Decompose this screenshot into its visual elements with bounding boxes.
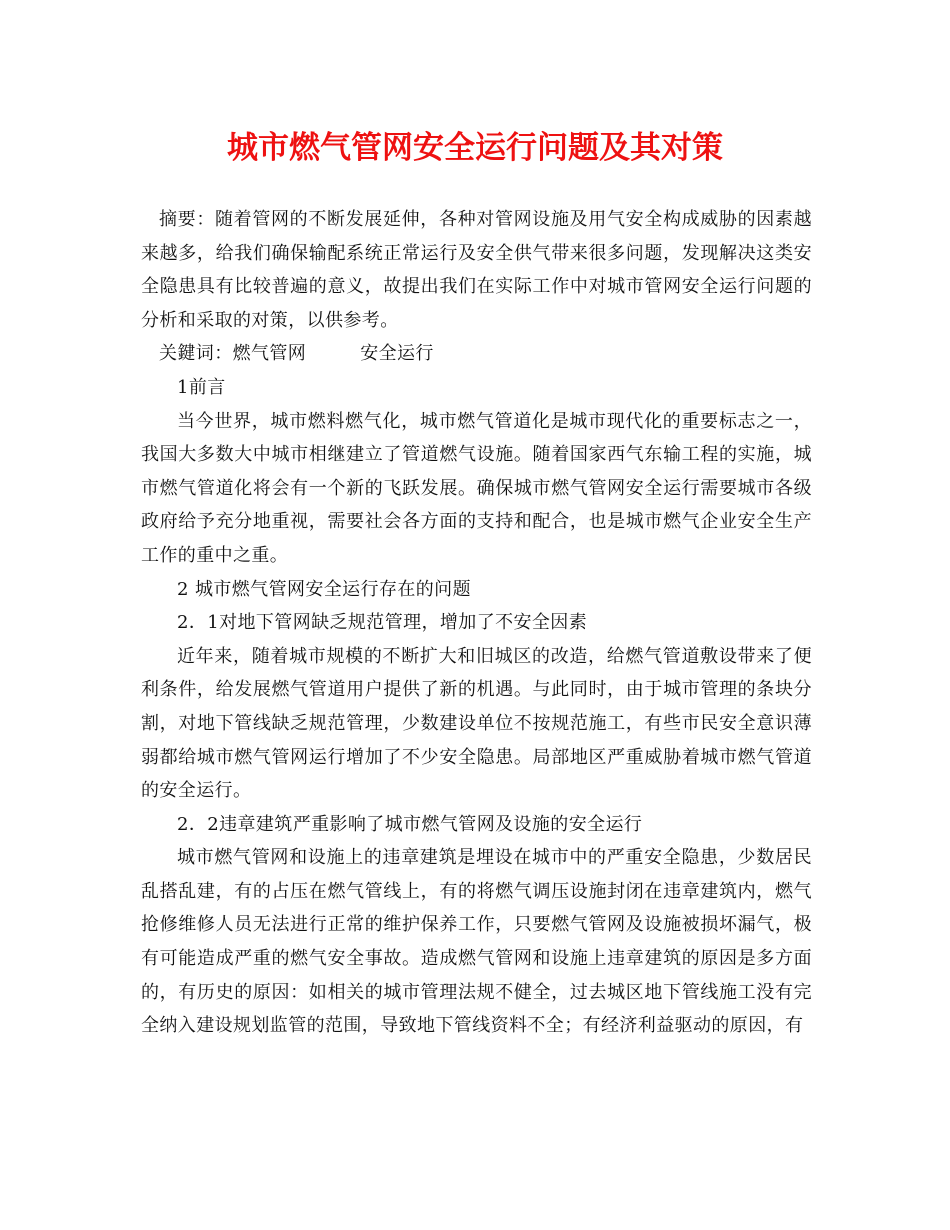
section-heading-problems: 2 城市燃气管网安全运行存在的问题 <box>177 578 471 600</box>
section-heading-intro: 1前言 <box>177 376 226 398</box>
subsection-heading-2-2: 2．2违章建筑严重影响了城市燃气管网及设施的安全运行 <box>177 813 643 835</box>
keywords-label: 关鍵词：燃气管网 <box>159 343 307 365</box>
document-title: 城市燃气管网安全运行问题及其对策 <box>227 130 723 166</box>
document-body <box>141 203 812 1043</box>
subsection-heading-2-1: 2．1对地下管网缺乏规范管理，增加了不安全因素 <box>177 612 588 634</box>
paragraph-2-2: 城市燃气管网和设施上的违章建筑是埋设在城市中的严重安全隐患，少数居民乱搭乱建，有的占压在燃气管线上，有的将燃气调压设施封闭在违章建筑内，燃气抢修维修人员无法进行正常的维护保养工作，只要燃气管网及设施被损坏漏气，极有可能造成严重的燃气安全事故。造成燃气管网和设施上违章建筑的原因是多方面的，有历史的原因：如相关的城市管理法规不健全，过去城区地下管线施工没有完全纳入建设规划监管的范围，导致地下管线资料不全；有经济利益驱动的原因，有 <box>141 847 812 1037</box>
paragraph-2-1: 近年来，随着城市规模的不断扩大和旧城区的改造，给燃气管道敷设带来了便利条件，给发展燃气管道用户提供了新的机遇。与此同时，由于城市管理的条块分割，对地下管线缺乏规范管理，少数建设单位不按规范施工，有些市民安全意识薄弱都给城市燃气管网运行增加了不少安全隐患。局部地区严重威胁着城市燃气管道的安全运行。 <box>141 645 812 802</box>
keywords-line <box>141 337 812 371</box>
abstract-paragraph: 摘要：随着管网的不断发展延伸，各种对管网设施及用气安全构成威胁的因素越来越多，给我们确保输配系统正常运行及安全供气带来很多问题，发现解决这类安全隐患具有比较普遍的意义，故提出我们在实际工作中对城市管网安全运行问题的分析和采取的对策，以供参考。 <box>141 209 812 331</box>
keywords-value: 安全运行 <box>360 343 434 365</box>
paragraph-intro: 当今世界，城市燃料燃气化，城市燃气管道化是城市现代化的重要标志之一，我国大多数大中城市相继建立了管道燃气设施。随着国家西气东输工程的实施，城市燃气管道化将会有一个新的飞跃发展。确保城市燃气管网安全运行需要城市各级政府给予充分地重视，需要社会各方面的支持和配合，也是城市燃气企业安全生产工作的重中之重。 <box>141 410 812 566</box>
